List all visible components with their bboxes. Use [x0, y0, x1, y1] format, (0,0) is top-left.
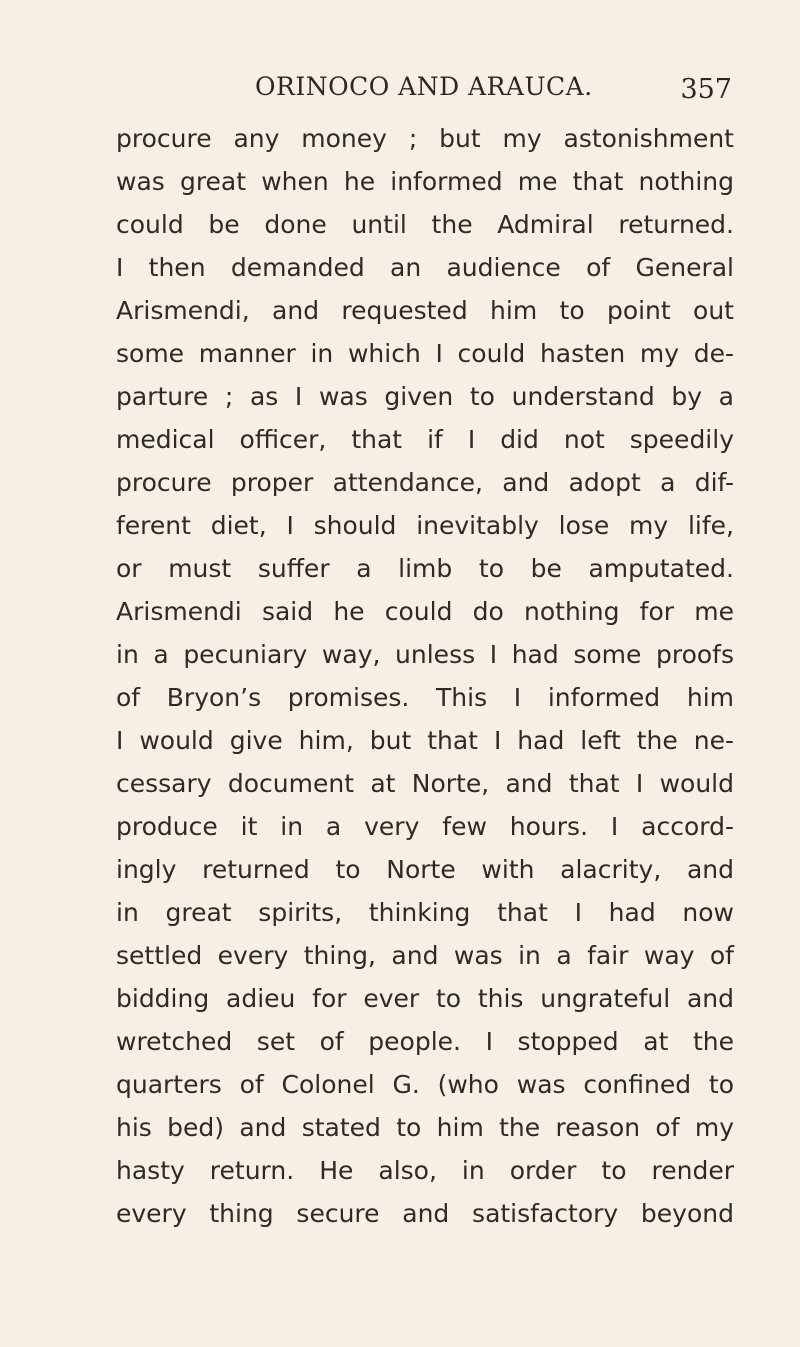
text-line: I would give him, but that I had left the ne- — [116, 726, 734, 755]
text-line: or must suffer a limb to be amputated. — [116, 554, 734, 583]
body-text — [116, 117, 734, 1235]
text-line: was great when he informed me that nothing — [116, 167, 734, 196]
running-title: ORINOCO AND ARAUCA. — [255, 72, 593, 101]
running-head — [118, 72, 734, 112]
text-line: bidding adieu for ever to this ungrateful and — [116, 984, 734, 1013]
text-line: cessary document at Norte, and that I would — [116, 769, 734, 798]
text-line: of Bryon’s promises. This I informed him — [116, 683, 734, 712]
text-line: Arismendi said he could do nothing for me — [116, 597, 734, 626]
text-line: Arismendi, and requested him to point out — [116, 296, 734, 325]
text-line: quarters of Colonel G. (who was confined to — [116, 1070, 734, 1099]
text-line: could be done until the Admiral returned. — [116, 210, 734, 239]
text-line: some manner in which I could hasten my de- — [116, 339, 734, 368]
text-line: hasty return. He also, in order to render — [116, 1156, 734, 1185]
page-number: 357 — [680, 74, 732, 105]
text-line: wretched set of people. I stopped at the — [116, 1027, 734, 1056]
text-line: procure any money ; but my astonishment — [116, 124, 734, 153]
text-line: ferent diet, I should inevitably lose my life, — [116, 511, 734, 540]
text-line: parture ; as I was given to understand by a — [116, 382, 734, 411]
text-line: ingly returned to Norte with alacrity, and — [116, 855, 734, 884]
text-line: every thing secure and satisfactory beyond — [116, 1199, 734, 1228]
text-line: in a pecuniary way, unless I had some proofs — [116, 640, 734, 669]
text-line: I then demanded an audience of General — [116, 253, 734, 282]
text-line: in great spirits, thinking that I had now — [116, 898, 734, 927]
text-line: medical officer, that if I did not speedily — [116, 425, 734, 454]
text-line: settled every thing, and was in a fair way of — [116, 941, 734, 970]
text-line: his bed) and stated to him the reason of my — [116, 1113, 734, 1142]
text-line: produce it in a very few hours. I accord- — [116, 812, 734, 841]
text-line: procure proper attendance, and adopt a dif- — [116, 468, 734, 497]
